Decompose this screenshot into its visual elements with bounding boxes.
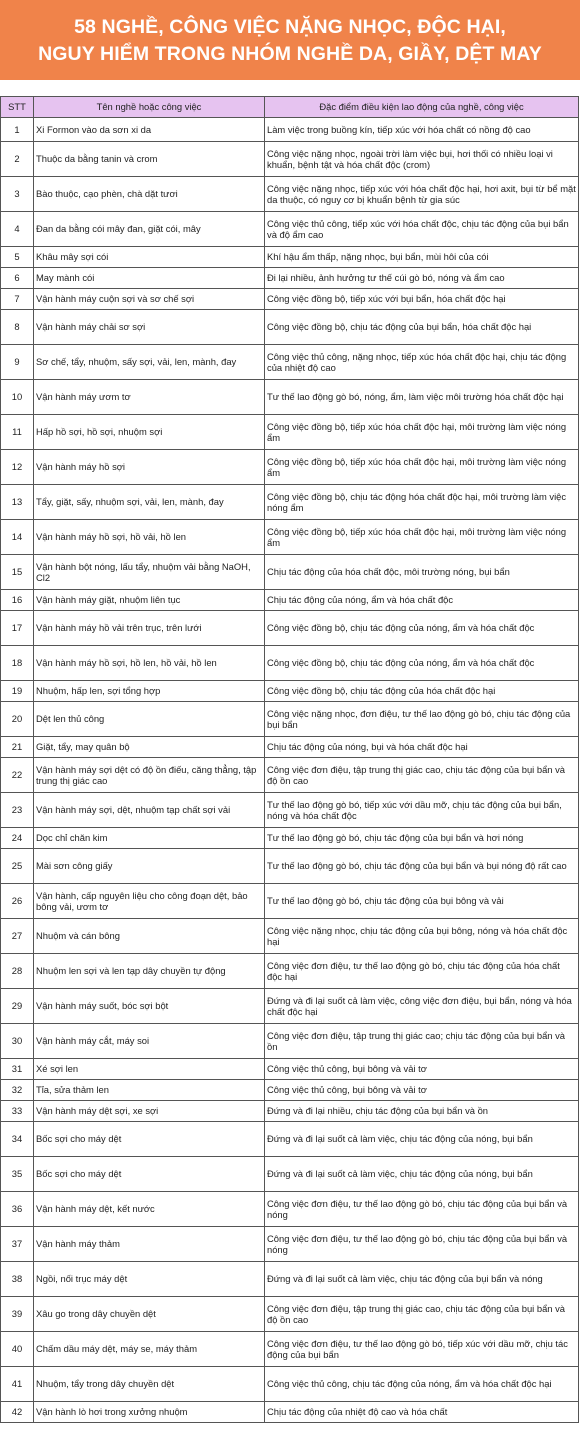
table-row	[1, 1297, 579, 1332]
row-number: 1	[1, 118, 34, 142]
table-row	[1, 450, 579, 485]
table-row	[1, 954, 579, 989]
column-header-stt: STT	[1, 97, 34, 118]
job-conditions: Công việc nặng nhọc, ngoài trời làm việc bụi, hơi thối có nhiều loại vi khuẩn, bệnh tật và hóa chất độc (crom)	[265, 142, 579, 177]
row-number: 4	[1, 212, 34, 247]
job-conditions: Chịu tác động của hóa chất độc, môi trường nóng, bụi bẩn	[265, 555, 579, 590]
job-name: Vận hành máy cuộn sợi và sơ chế sợi	[34, 289, 265, 310]
job-name: Ngồi, nối trục máy dệt	[34, 1262, 265, 1297]
job-name: Vận hành máy hồ sợi	[34, 450, 265, 485]
job-name: Nhuộm, tẩy trong dây chuyền dệt	[34, 1367, 265, 1402]
job-name: May mành cói	[34, 268, 265, 289]
table-row	[1, 415, 579, 450]
table-row	[1, 289, 579, 310]
row-number: 16	[1, 590, 34, 611]
job-name: Vận hành máy hồ sợi, hồ len, hồ vải, hồ len	[34, 646, 265, 681]
row-number: 24	[1, 828, 34, 849]
table-row	[1, 1367, 579, 1402]
job-conditions: Tư thế lao động gò bó, chịu tác động của bụi bông và vải	[265, 884, 579, 919]
job-conditions: Khí hậu ẩm thấp, nặng nhọc, bụi bẩn, mùi hôi của cói	[265, 247, 579, 268]
row-number: 40	[1, 1332, 34, 1367]
table-row	[1, 1192, 579, 1227]
job-name: Nhuộm len sợi và len tạp dây chuyền tự động	[34, 954, 265, 989]
job-name: Dọc chỉ chăn kim	[34, 828, 265, 849]
job-name: Vận hành máy giặt, nhuộm liên tục	[34, 590, 265, 611]
job-conditions: Làm việc trong buồng kín, tiếp xúc với hóa chất có nồng độ cao	[265, 118, 579, 142]
row-number: 8	[1, 310, 34, 345]
row-number: 31	[1, 1059, 34, 1080]
table-header-row	[1, 97, 579, 118]
row-number: 39	[1, 1297, 34, 1332]
job-conditions: Công việc đồng bộ, tiếp xúc hóa chất độc hại, môi trường làm việc nóng ẩm	[265, 450, 579, 485]
job-conditions: Công việc thủ công, chịu tác động của nóng, ẩm và hóa chất độc hại	[265, 1367, 579, 1402]
row-number: 29	[1, 989, 34, 1024]
job-name: Vận hành máy sợi, dệt, nhuộm tạp chất sợi vải	[34, 793, 265, 828]
job-name: Sơ chế, tẩy, nhuộm, sấy sợi, vải, len, mành, đay	[34, 345, 265, 380]
row-number: 7	[1, 289, 34, 310]
job-conditions: Tư thế lao động gò bó, chịu tác động của bụi bẩn và bụi nóng độ rất cao	[265, 849, 579, 884]
job-name: Bào thuộc, cạo phèn, chà dặt tươi	[34, 177, 265, 212]
table-row	[1, 849, 579, 884]
job-name: Vận hành máy hồ sợi, hồ vải, hồ len	[34, 520, 265, 555]
job-conditions: Công việc đồng bộ, tiếp xúc hóa chất độc hại, môi trường làm việc nóng ẩm	[265, 415, 579, 450]
table-row	[1, 1227, 579, 1262]
table-row	[1, 555, 579, 590]
table-row	[1, 1157, 579, 1192]
table-row	[1, 1024, 579, 1059]
row-number: 34	[1, 1122, 34, 1157]
job-name: Vận hành lò hơi trong xưởng nhuộm	[34, 1402, 265, 1423]
table-row	[1, 681, 579, 702]
job-name: Hấp hồ sợi, hồ sợi, nhuộm sợi	[34, 415, 265, 450]
job-conditions: Công việc đồng bộ, chịu tác động của hóa chất độc hại	[265, 681, 579, 702]
table-row	[1, 1332, 579, 1367]
table-row	[1, 737, 579, 758]
job-name: Vận hành máy sợi dệt có độ ồn điếu, căng thẳng, tập trung thị giác cao	[34, 758, 265, 793]
row-number: 6	[1, 268, 34, 289]
job-conditions: Công việc thủ công, bụi bông và vải tơ	[265, 1059, 579, 1080]
job-conditions: Chịu tác động của nóng, bụi và hóa chất độc hại	[265, 737, 579, 758]
row-number: 25	[1, 849, 34, 884]
job-name: Nhuộm và cán bông	[34, 919, 265, 954]
table-row	[1, 142, 579, 177]
row-number: 5	[1, 247, 34, 268]
row-number: 30	[1, 1024, 34, 1059]
job-conditions: Đứng và đi lại suốt cả làm việc, chịu tác động của bụi bẩn và nóng	[265, 1262, 579, 1297]
job-name: Vận hành máy cắt, máy soi	[34, 1024, 265, 1059]
job-conditions: Công việc nặng nhọc, tiếp xúc với hóa chất độc hại, hơi axit, bụi từ bể mặt da thuộc, có nguy cơ bị khuẩn bệnh từ gia súc	[265, 177, 579, 212]
table-row	[1, 310, 579, 345]
occupation-table	[0, 96, 579, 1423]
job-conditions: Công việc đồng bộ, tiếp xúc hóa chất độc hại, môi trường làm việc nóng ẩm	[265, 520, 579, 555]
job-name: Dệt len thủ công	[34, 702, 265, 737]
row-number: 41	[1, 1367, 34, 1402]
table-row	[1, 485, 579, 520]
table-row	[1, 828, 579, 849]
job-name: Mài sơn công giấy	[34, 849, 265, 884]
table-row	[1, 611, 579, 646]
job-conditions: Công việc đồng bộ, chịu tác động của nóng, ẩm và hóa chất độc	[265, 646, 579, 681]
row-number: 21	[1, 737, 34, 758]
page-header	[0, 0, 580, 80]
job-conditions: Công việc đơn điệu, tư thế lao động gò bó, tiếp xúc với dầu mỡ, chịu tác động của bụi bẩn	[265, 1332, 579, 1367]
job-conditions: Công việc thủ công, bụi bông và vải tơ	[265, 1080, 579, 1101]
job-name: Bốc sợi cho máy dệt	[34, 1157, 265, 1192]
job-conditions: Tư thế lao động gò bó, tiếp xúc với dầu mỡ, chịu tác động của bụi bẩn, nóng và hóa chất độc	[265, 793, 579, 828]
row-number: 38	[1, 1262, 34, 1297]
row-number: 18	[1, 646, 34, 681]
title-line-2: NGUY HIỂM TRONG NHÓM NGHỀ DA, GIẦY, DỆT MAY	[38, 43, 542, 65]
job-conditions: Công việc đồng bộ, chịu tác động hóa chất độc hại, môi trường làm việc nóng ẩm	[265, 485, 579, 520]
job-name: Vận hành, cấp nguyên liệu cho công đoạn dệt, bảo bông vải, ươm tơ	[34, 884, 265, 919]
row-number: 3	[1, 177, 34, 212]
table-row	[1, 989, 579, 1024]
title-line-1: 58 NGHỀ, CÔNG VIỆC NẶNG NHỌC, ĐỘC HẠI,	[74, 16, 506, 38]
job-name: Vận hành máy hồ vải trên trục, trên lưới	[34, 611, 265, 646]
table-row	[1, 702, 579, 737]
job-name: Chấm dầu máy dệt, máy se, máy thảm	[34, 1332, 265, 1367]
table-row	[1, 247, 579, 268]
table-row	[1, 646, 579, 681]
row-number: 35	[1, 1157, 34, 1192]
table-body	[1, 118, 579, 1423]
row-number: 20	[1, 702, 34, 737]
table-row	[1, 758, 579, 793]
job-name: Vận hành máy thảm	[34, 1227, 265, 1262]
job-conditions: Tư thế lao động gò bó, chịu tác động của bụi bẩn và hơi nóng	[265, 828, 579, 849]
job-conditions: Công việc đơn điệu, tập trung thị giác cao, chịu tác động của bụi bẩn và độ ồn cao	[265, 1297, 579, 1332]
job-conditions: Tư thế lao động gò bó, nóng, ẩm, làm việc môi trường hóa chất độc hại	[265, 380, 579, 415]
table-row	[1, 590, 579, 611]
table-row	[1, 268, 579, 289]
job-conditions: Đứng và đi lại suốt cả làm việc, chịu tác động của nóng, bụi bẩn	[265, 1157, 579, 1192]
job-name: Đan da bằng cói mây đan, giặt cói, mây	[34, 212, 265, 247]
job-name: Vận hành bột nóng, lấu tẩy, nhuộm vải bằng NaOH, Cl2	[34, 555, 265, 590]
job-conditions: Đứng và đi lại suốt cả làm việc, chịu tác động của nóng, bụi bẩn	[265, 1122, 579, 1157]
row-number: 17	[1, 611, 34, 646]
table-row	[1, 1080, 579, 1101]
row-number: 32	[1, 1080, 34, 1101]
table-row	[1, 793, 579, 828]
job-conditions: Đi lại nhiều, ảnh hưởng tư thế cúi gò bó, nóng và ẩm cao	[265, 268, 579, 289]
job-name: Xâu go trong dây chuyền dệt	[34, 1297, 265, 1332]
job-conditions: Công việc đơn điệu, tư thế lao động gò bó, chịu tác động của bụi bẩn và nóng	[265, 1192, 579, 1227]
table-row	[1, 1101, 579, 1122]
row-number: 11	[1, 415, 34, 450]
row-number: 42	[1, 1402, 34, 1423]
table-row	[1, 1402, 579, 1423]
table-row	[1, 345, 579, 380]
row-number: 13	[1, 485, 34, 520]
job-name: Vận hành máy chải sơ sợi	[34, 310, 265, 345]
job-name: Xé sợi len	[34, 1059, 265, 1080]
job-name: Xi Formon vào da sơn xi da	[34, 118, 265, 142]
job-name: Tẩy, giặt, sấy, nhuộm sợi, vải, len, mành, đay	[34, 485, 265, 520]
row-number: 2	[1, 142, 34, 177]
table-row	[1, 1122, 579, 1157]
row-number: 9	[1, 345, 34, 380]
row-number: 36	[1, 1192, 34, 1227]
job-conditions: Công việc thủ công, tiếp xúc với hóa chất độc, chịu tác động của bụi bẩn và độ ẩm cao	[265, 212, 579, 247]
job-name: Vận hành máy suốt, bóc sợi bột	[34, 989, 265, 1024]
job-conditions: Công việc nặng nhọc, đơn điệu, tư thế lao động gò bó, chịu tác động của bụi bẩn	[265, 702, 579, 737]
job-name: Khâu mây sợi cói	[34, 247, 265, 268]
job-conditions: Công việc đồng bộ, tiếp xúc với bụi bẩn, hóa chất độc hại	[265, 289, 579, 310]
row-number: 26	[1, 884, 34, 919]
row-number: 33	[1, 1101, 34, 1122]
job-name: Nhuộm, hấp len, sợi tổng hợp	[34, 681, 265, 702]
job-conditions: Đứng và đi lại suốt cả làm việc, công việc đơn điệu, bụi bẩn, nóng và hóa chất độc hại	[265, 989, 579, 1024]
job-conditions: Công việc đơn điệu, tập trung thị giác cao, chịu tác động của bụi bẩn và độ ồn cao	[265, 758, 579, 793]
row-number: 12	[1, 450, 34, 485]
job-conditions: Công việc thủ công, nặng nhọc, tiếp xúc hóa chất độc hại, chịu tác động của nhiệt độ cao	[265, 345, 579, 380]
row-number: 10	[1, 380, 34, 415]
job-conditions: Công việc đơn điệu, tư thế lao động gò bó, chịu tác động của bụi bẩn và nóng	[265, 1227, 579, 1262]
table-row	[1, 212, 579, 247]
job-conditions: Công việc nặng nhọc, chịu tác động của bụi bông, nóng và hóa chất độc hại	[265, 919, 579, 954]
job-name: Vận hành máy dệt, kết nước	[34, 1192, 265, 1227]
row-number: 19	[1, 681, 34, 702]
row-number: 14	[1, 520, 34, 555]
column-header-job: Tên nghề hoặc công việc	[34, 97, 265, 118]
table-row	[1, 118, 579, 142]
job-name: Thuộc da bằng tanin và crom	[34, 142, 265, 177]
occupation-table-container	[0, 96, 578, 1423]
table-row	[1, 919, 579, 954]
table-row	[1, 1059, 579, 1080]
row-number: 37	[1, 1227, 34, 1262]
table-row	[1, 177, 579, 212]
job-name: Giặt, tẩy, may quân bộ	[34, 737, 265, 758]
job-conditions: Công việc đơn điệu, tập trung thị giác cao; chịu tác động của bụi bẩn và ồn	[265, 1024, 579, 1059]
column-header-description: Đặc điểm điều kiện lao động của nghề, công việc	[265, 97, 579, 118]
table-row	[1, 520, 579, 555]
job-name: Vận hành máy ươm tơ	[34, 380, 265, 415]
job-name: Vận hành máy dệt sợi, xe sợi	[34, 1101, 265, 1122]
job-conditions: Công việc đơn điệu, tư thế lao động gò bó, chịu tác động của hóa chất độc hại	[265, 954, 579, 989]
job-conditions: Công việc đồng bộ, chịu tác động của bụi bẩn, hóa chất độc hại	[265, 310, 579, 345]
row-number: 15	[1, 555, 34, 590]
row-number: 27	[1, 919, 34, 954]
row-number: 22	[1, 758, 34, 793]
job-name: Bốc sợi cho máy dệt	[34, 1122, 265, 1157]
job-conditions: Chịu tác động của nóng, ẩm và hóa chất độc	[265, 590, 579, 611]
table-row	[1, 884, 579, 919]
job-name: Tỉa, sửa thảm len	[34, 1080, 265, 1101]
table-row	[1, 380, 579, 415]
table-row	[1, 1262, 579, 1297]
row-number: 23	[1, 793, 34, 828]
job-conditions: Đứng và đi lại nhiều, chịu tác động của bụi bẩn và ồn	[265, 1101, 579, 1122]
row-number: 28	[1, 954, 34, 989]
job-conditions: Công việc đồng bộ, chịu tác động của nóng, ẩm và hóa chất độc	[265, 611, 579, 646]
job-conditions: Chịu tác động của nhiệt độ cao và hóa chất	[265, 1402, 579, 1423]
